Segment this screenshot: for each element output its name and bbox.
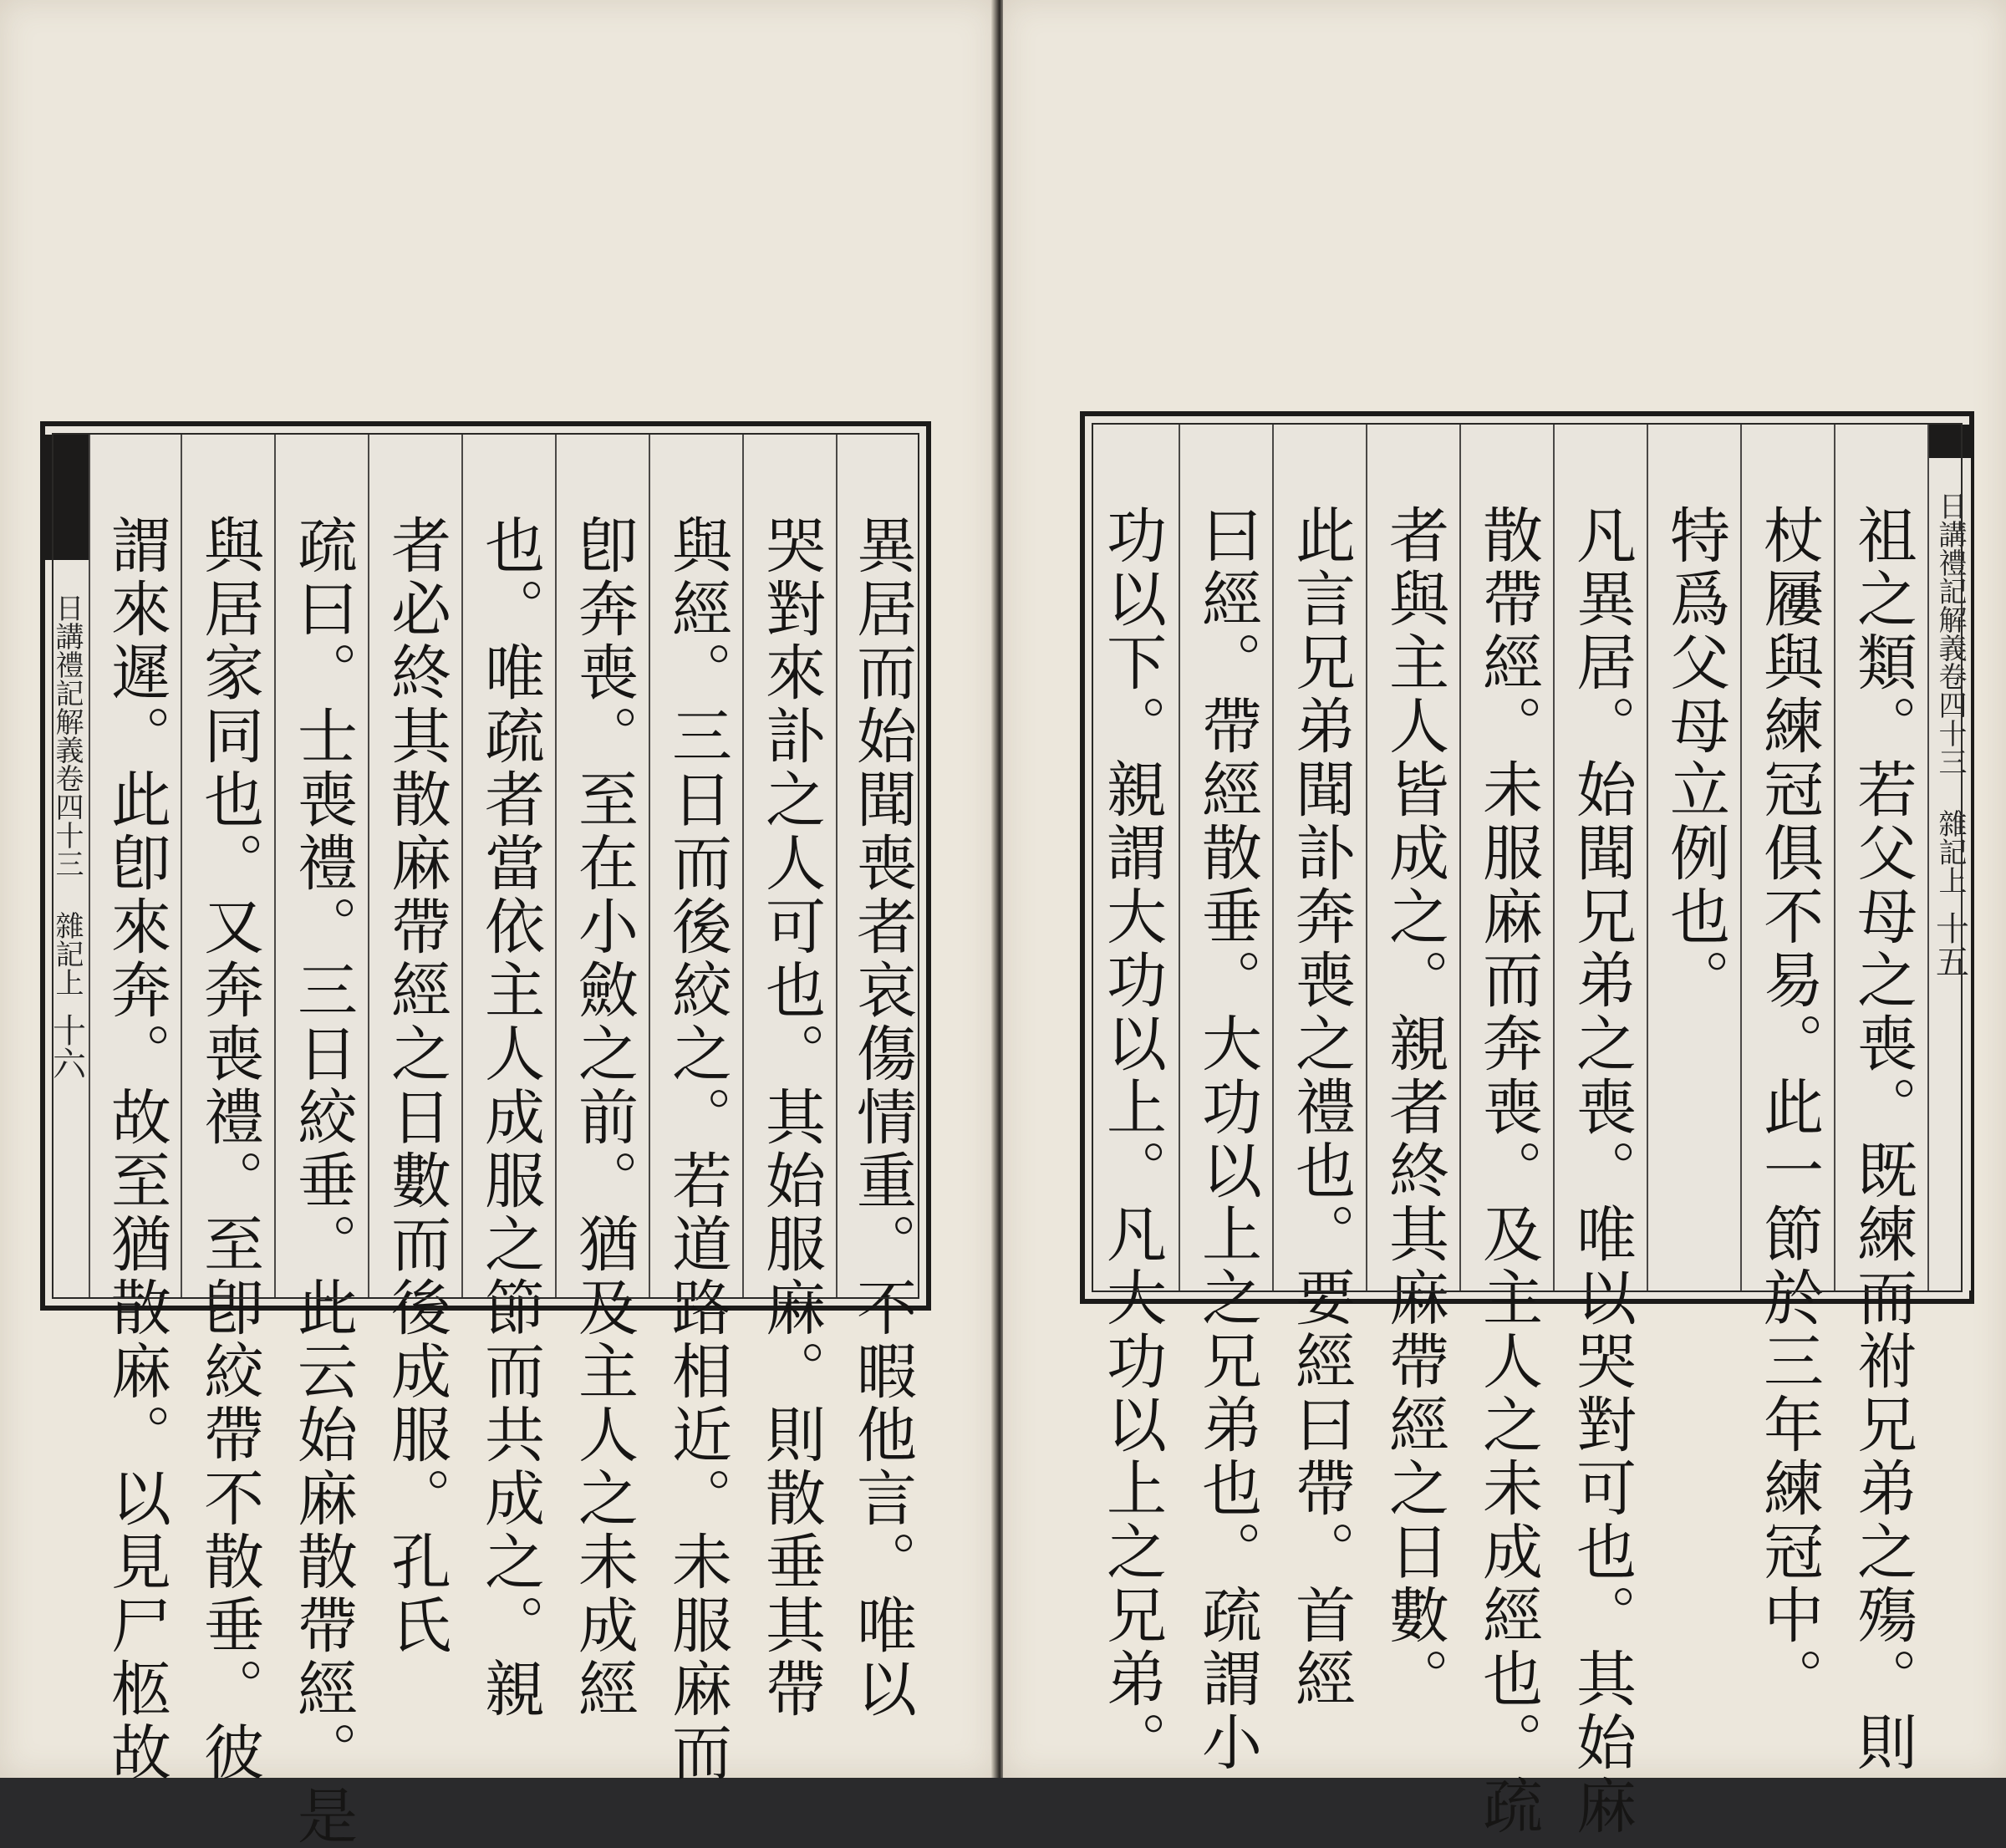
right-page — [1003, 0, 2006, 1838]
text-column: 祖之類。若父母之喪。既練而祔兄弟之殤。則 — [1834, 425, 1929, 1291]
fish-tail-mark — [1929, 425, 1971, 458]
right-section-title: 雜記上 — [1933, 809, 1967, 894]
right-text-frame — [1080, 411, 1974, 1838]
text-column: 與居家同也。又奔喪禮。至卽絞帶不散垂。彼 — [181, 435, 276, 1297]
left-page — [0, 0, 995, 1848]
left-text-frame — [40, 421, 931, 1848]
right-folio-number: 十五 — [1930, 911, 1969, 978]
text-column: 異居而始聞喪者哀傷情重。不暇他言。唯以 — [836, 435, 926, 1297]
text-column: 疏曰。士喪禮。三日絞垂。此云始麻散帶經。是 — [274, 435, 369, 1297]
left-center-column — [45, 435, 89, 1297]
text-column: 卽奔喪。至在小斂之前。猶及主人之未成經 — [555, 435, 650, 1297]
right-center-column — [1927, 425, 1971, 1291]
text-column: 特爲父母立例也。 — [1647, 425, 1742, 1291]
text-column: 與經。三日而後絞之。若道路相近。未服麻而 — [649, 435, 744, 1297]
right-running-title: 日講禮記解義卷四十三 — [1933, 491, 1967, 776]
text-column: 此言兄弟聞訃奔喪之禮也。要經曰帶。首經 — [1272, 425, 1367, 1291]
text-column: 者與主人皆成之。親者終其麻帶經之日數。 — [1366, 425, 1461, 1291]
text-column: 者必終其散麻帶經之日數而後成服。孔氏 — [368, 435, 463, 1297]
text-column: 功以下。親謂大功以上。凡大功以上之兄弟。 — [1097, 504, 1167, 1774]
fish-tail-mark — [45, 435, 89, 560]
left-folio-number: 十六 — [47, 1013, 86, 1080]
text-column: 謂來遲。此卽來奔。故至猶散麻。以見尸柩故 — [89, 435, 182, 1297]
text-column: 曰經。帶經散垂。大功以上之兄弟也。疏謂小 — [1179, 425, 1274, 1291]
text-column: 散帶經。未服麻而奔喪。及主人之未成經也。疏 — [1459, 425, 1555, 1291]
left-running-title: 日講禮記解義卷四十三 — [50, 593, 84, 878]
text-column: 杖屨與練冠俱不易。此一節於三年練冠中。 — [1740, 425, 1835, 1291]
text-column: 哭對來訃之人可也。其始服麻。則散垂其帶 — [742, 435, 838, 1297]
left-section-title: 雜記上 — [50, 911, 84, 996]
text-column: 也。唯疏者當依主人成服之節而共成之。親 — [461, 435, 557, 1297]
text-column: 凡異居。始聞兄弟之喪。唯以哭對可也。其始麻 — [1553, 425, 1648, 1291]
